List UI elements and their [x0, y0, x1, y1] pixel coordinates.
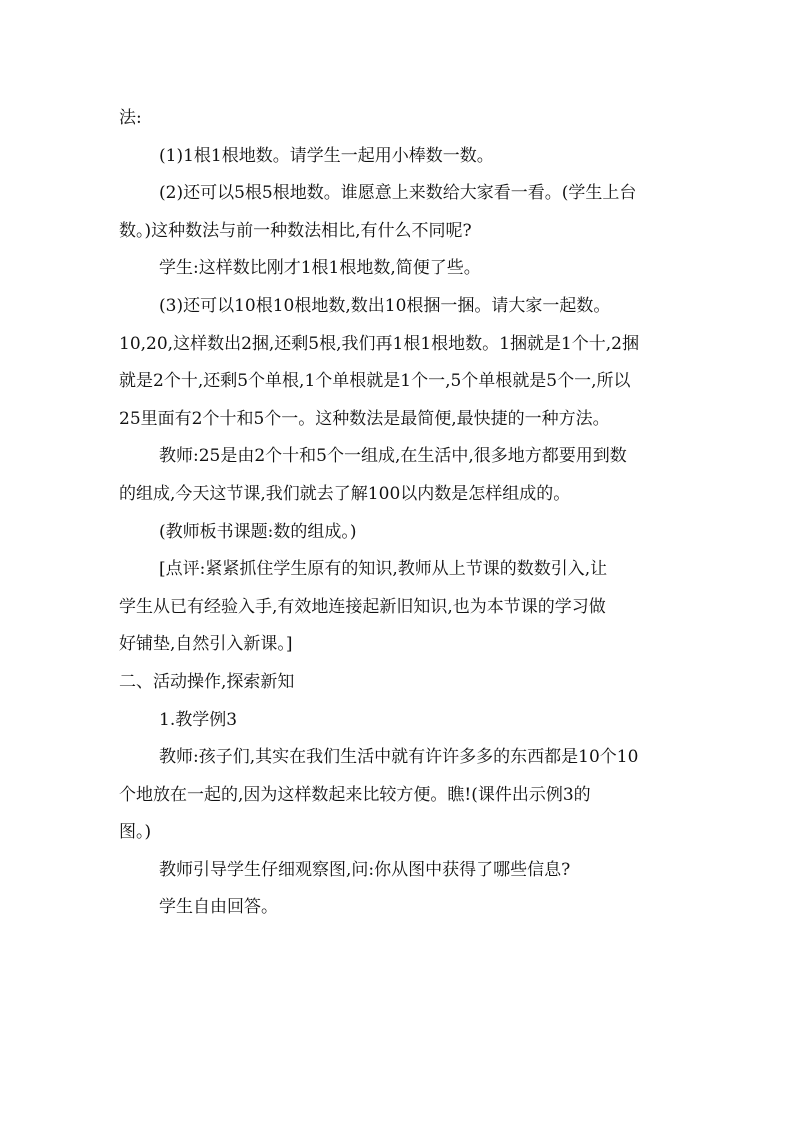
- text-line: 教师:25是由2个十和5个一组成,在生活中,很多地方都要用到数: [159, 446, 627, 467]
- text-line: (2)还可以5根5根地数。谁愿意上来数给大家看一看。(学生上台: [159, 183, 637, 204]
- text-line: 学生自由回答。: [159, 897, 278, 918]
- text-line: [点评:紧紧抓住学生原有的知识,教师从上节课的数数引入,让: [159, 559, 608, 580]
- paragraph-teacher-guide: [119, 852, 675, 890]
- paragraph-teacher-composition-cont: [119, 476, 675, 514]
- text-line: 25里面有2个十和5个一。这种数法是最简便,最快捷的一种方法。: [119, 408, 610, 429]
- text-line: 1.教学例3: [159, 709, 238, 730]
- text-line: (1)1根1根地数。请学生一起用小棒数一数。: [159, 145, 494, 166]
- paragraph-count-by-fives: [119, 175, 675, 213]
- text-line: 的组成,今天这节课,我们就去了解100以内数是怎样组成的。: [119, 483, 571, 504]
- document-body: [119, 100, 675, 927]
- paragraph-count-by-tens-cont: [119, 363, 675, 401]
- paragraph-commentary: [119, 551, 675, 589]
- text-line: 教师引导学生仔细观察图,问:你从图中获得了哪些信息?: [159, 859, 571, 880]
- paragraph-commentary-cont: [119, 626, 675, 664]
- paragraph-student-free-answer: [119, 889, 675, 927]
- text-line: 就是2个十,还剩5个单根,1个单根就是1个一,5个单根就是5个一,所以: [119, 371, 631, 392]
- text-line: 教师:孩子们,其实在我们生活中就有许许多多的东西都是10个10: [159, 747, 639, 768]
- text-line: (教师板书课题:数的组成。): [159, 521, 357, 542]
- text-line: (3)还可以10根10根地数,数出10根捆一捆。请大家一起数。: [159, 295, 611, 316]
- paragraph-teacher-example: [119, 739, 675, 777]
- text-line: 学生:这样数比刚才1根1根地数,简便了些。: [159, 258, 481, 279]
- text-line: 好铺垫,自然引入新课。]: [119, 634, 293, 655]
- paragraph-method-intro: [119, 100, 675, 138]
- section-heading: [119, 664, 675, 702]
- paragraph-count-by-tens-cont: [119, 326, 675, 364]
- paragraph-count-by-fives-cont: [119, 213, 675, 251]
- paragraph-teacher-example-cont: [119, 814, 675, 852]
- paragraph-commentary-cont: [119, 589, 675, 627]
- paragraph-count-by-tens-cont: [119, 401, 675, 439]
- paragraph-count-by-ones: [119, 138, 675, 176]
- text-line: 数。)这种数法与前一种数法相比,有什么不同呢?: [119, 220, 472, 241]
- paragraph-teacher-example-cont: [119, 777, 675, 815]
- text-line: 图。): [119, 822, 152, 843]
- subsection-heading: [119, 702, 675, 740]
- text-line: 法:: [119, 108, 142, 128]
- text-line: 二、活动操作,探索新知: [119, 671, 295, 692]
- paragraph-board-title: [119, 514, 675, 552]
- text-line: 个地放在一起的,因为这样数起来比较方便。瞧!(课件出示例3的: [119, 784, 591, 805]
- text-line: 10,20,这样数出2捆,还剩5根,我们再1根1根地数。1捆就是1个十,2捆: [119, 333, 639, 354]
- paragraph-student-answer: [119, 250, 675, 288]
- paragraph-teacher-composition: [119, 438, 675, 476]
- paragraph-count-by-tens: [119, 288, 675, 326]
- text-line: 学生从已有经验入手,有效地连接起新旧知识,也为本节课的学习做: [119, 596, 606, 617]
